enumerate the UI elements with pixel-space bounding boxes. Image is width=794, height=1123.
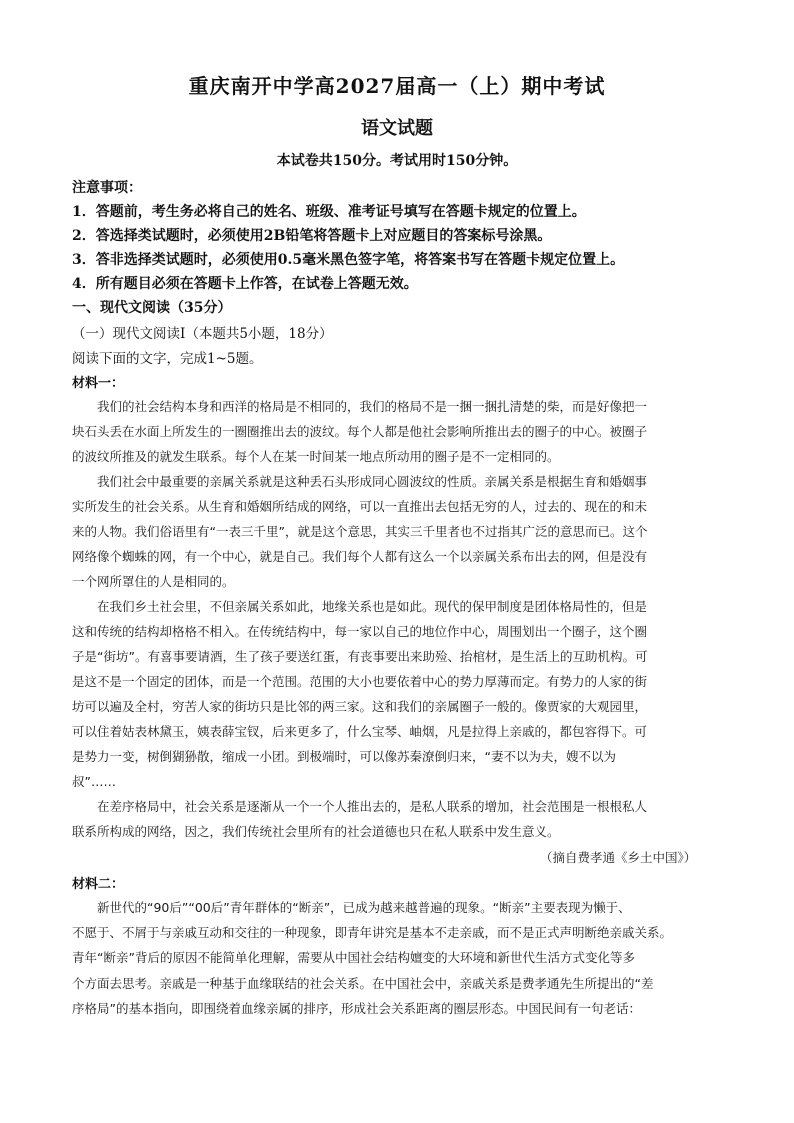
paragraph-line: 网络像个蜘蛛的网，有一个中心，就是自己。我们每个人都有这么一个以亲属关系布出去的网，但是没有 [72,549,648,564]
section-instruction: 阅读下面的文字，完成1~5题。 [72,351,263,367]
paragraph-line: 的波纹所推及的就发生联系。每个人在某一时间某一地点所动用的圈子是不一定相同的。 [72,449,560,464]
paragraph-line: 是势力一变，树倒猢狲散，缩成一小团。到极端时，可以像苏秦潦倒归来，“妻不以为夫，嫂不以为 [72,749,616,764]
exam-info: 本试卷共150分。考试用时150分钟。 [276,153,518,169]
paragraph-line: 一个网所罩住的人是相同的。 [72,574,235,589]
paragraph-line: 坊可以遍及全村，穷苦人家的街坊只是比邻的两三家。这和我们的亲属圈子一般的。像贾家的大观园里， [72,699,648,714]
material1-label: 材料一： [72,376,125,391]
paragraph-line: 叔”…… [72,774,116,789]
paragraph-line: 这和传统的结构却格格不相入。在传统结构中，每一家以自己的地位作中心，周围划出一个圈子，这个圈 [72,624,648,639]
exam-title: 重庆南开中学高2027届高一（上）期中考试 [188,74,606,98]
note-item: 1．答题前，考生务必将自己的姓名、班级、准考证号填写在答题卡规定的位置上。 [72,204,586,220]
section-sub-heading: （一）现代文阅读Ⅰ（本题共5小题，18分） [72,326,333,342]
note-item: 3．答非选择类试题时，必须使用0.5毫米黑色签字笔，将答案书写在答题卡规定位置上。 [72,252,625,268]
paragraph-line: 序格局”的基本指向，即围绕着血缘亲属的排序，形成社会关系距离的圈层形态。中国民间有一句老话： [72,1000,641,1016]
paragraph-line: 在差序格局中，社会关系是逐渐从一个一个人推出去的，是私人联系的增加，社会范围是一根根私人 [72,799,648,814]
paragraph-line: 个方面去思考。亲戚是一种基于血缘联结的社会关系。在中国社会中，亲戚关系是费孝通先生所提出的“差 [72,975,654,991]
paragraph-line: 不愿于、不屑于与亲戚互动和交往的一种现象，即青年讲究是基本不走亲戚，而不是正式声明断绝亲戚关系。 [72,925,673,941]
paragraph-line: 联系所构成的网络，因之，我们传统社会里所有的社会道德也只在私人联系中发生意义。 [72,824,560,839]
material1-citation: （摘自费孝通《乡土中国》） [540,850,697,865]
paragraph-line: 青年“断亲”背后的原因不能简单化理解，需要从中国社会结构嬗变的大环境和新世代生活方式变化等多 [72,950,635,966]
notes-heading: 注意事项： [72,180,142,196]
note-item: 2．答选择类试题时，必须使用2B铅笔将答题卡上对应题目的答案标号涂黑。 [72,228,552,244]
paragraph-line: 在我们乡土社会里，不但亲属关系如此，地缘关系也是如此。现代的保甲制度是团体格局性的，但是 [72,599,648,614]
note-item: 4．所有题目必须在答题卡上作答，在试卷上答题无效。 [72,276,418,292]
material2-label: 材料二： [72,877,125,892]
paragraph-line: 是这不是一个固定的团体，而是一个范围。范围的大小也要依着中心的势力厚薄而定。有势力的人家的街 [72,674,648,689]
exam-subtitle: 语文试题 [361,118,433,139]
section-heading: 一、现代文阅读（35分） [72,300,232,316]
paragraph-line: 我们社会中最重要的亲属关系就是这种丢石头形成同心圆波纹的性质。亲属关系是根据生育和婚姻事 [72,474,648,489]
paragraph-line: 子是“街坊”。有喜事要请酒，生了孩子要送红蛋，有丧事要出来助殓、抬棺材，是生活上的互助机构。可 [72,649,648,664]
paragraph-line: 块石头丢在水面上所发生的一圈圈推出去的波纹。每个人都是他社会影响所推出去的圈子的中心。被圈子 [72,424,648,439]
paragraph-line: 来的人物。我们俗语里有“一表三千里”，就是这个意思，其实三千里者也不过指其广泛的意思而已。这个 [72,524,648,539]
paragraph-line: 新世代的“90后”“00后”青年群体的“断亲”，已成为越来越普遍的现象。“断亲”主要表现为懒于、 [72,900,631,915]
paragraph-line: 我们的社会结构本身和西洋的格局是不相同的，我们的格局不是一捆一捆扎清楚的柴，而是好像把一 [72,399,648,414]
paragraph-line: 可以住着姑表林黛玉，姨表薛宝钗，后来更多了，什么宝琴、岫烟，凡是拉得上亲戚的，都包容得下。可 [72,724,648,739]
paragraph-line: 实所发生的社会关系。从生育和婚姻所结成的网络，可以一直推出去包括无穷的人，过去的、现在的和未 [72,499,648,514]
